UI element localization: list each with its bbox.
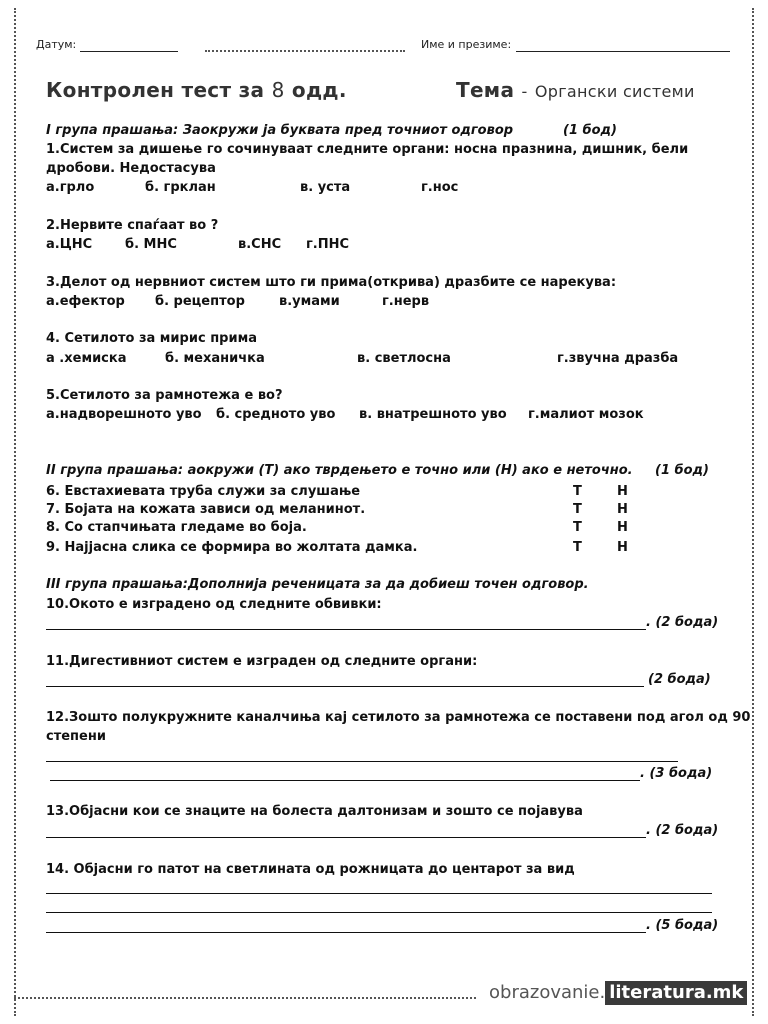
q12-answer-line-2[interactable] [50,780,640,781]
test-title [46,78,347,102]
q1-text: 1.Систем за дишење го сочинуваат следните органи: носна празнина, дишник, бели [46,142,689,157]
q3-option-b[interactable]: б. рецептор [155,294,245,309]
q3-text: 3.Делот од нервниот систем што ги прима(открива) дразбите се нарекува: [46,275,617,290]
logo-part-2: literatura.mk [605,981,747,1005]
grade-number: 8 [271,78,285,102]
q4-option-c[interactable]: в. светлосна [357,351,451,366]
q10-answer-line[interactable] [46,629,646,630]
statement-6: 6. Евстахиевата труба служи за слушање [46,484,361,499]
q2-option-c[interactable]: в.СНС [238,237,282,252]
q2-option-b[interactable]: б. МНС [125,237,177,252]
q4-option-b[interactable]: б. механичка [165,351,265,366]
bottom-dotted-line [14,997,476,999]
statement-8-true[interactable]: Т [573,520,582,535]
q12-text-cont: степени [46,729,106,744]
q12-answer-line-1[interactable] [46,761,678,762]
statement-7-true[interactable]: Т [573,502,582,517]
q14-points: . (5 бода) [646,918,719,933]
statement-8: 8. Со стапчињата гледаме во боја. [46,520,307,535]
q14-answer-line-3[interactable] [46,932,646,933]
q14-answer-line-1[interactable] [46,893,712,894]
q10-points: . (2 бода) [646,615,719,630]
q3-option-d[interactable]: г.нерв [382,294,430,309]
topic-value: Органски системи [534,82,695,101]
date-field[interactable] [80,51,178,52]
q5-option-c[interactable]: в. внатрешното уво [359,407,507,422]
q4-option-d[interactable]: г.звучна дразба [557,351,679,366]
logo-part-1: obrazovanie. [489,982,606,1003]
statement-7-false[interactable]: Н [617,502,628,517]
q11-points: (2 бода) [648,672,711,687]
group1-points: (1 бод) [563,123,617,138]
q11-answer-line[interactable] [46,686,644,687]
site-logo[interactable] [489,982,747,1003]
top-dotted-line [205,50,405,52]
group3-heading: III група прашања:Дополнија реченицата за да добиеш точен одговор. [46,577,589,592]
q1-option-a[interactable]: а.грло [46,180,95,195]
q13-answer-line[interactable] [46,837,646,838]
name-field[interactable] [516,51,730,52]
statement-9: 9. Најјасна слика се формира во жолтата дамка. [46,540,418,555]
q13-text: 13.Објасни кои се знаците на болеста далтонизам и зошто се појавува [46,804,583,819]
q5-option-a[interactable]: а.надворешното уво [46,407,202,422]
group2-heading: II група прашања: аокружи (Т) ако тврдењето е точно или (Н) ако е неточно. [46,463,633,478]
q4-text: 4. Сетилото за мирис прима [46,331,257,346]
grade-suffix: одд. [291,78,347,102]
q1-option-c[interactable]: в. уста [300,180,351,195]
q12-points: . (3 бода) [640,766,713,781]
q1-text-cont: дробови. Недостасува [46,161,216,176]
q1-option-b[interactable]: б. грклан [145,180,216,195]
q2-option-a[interactable]: а.ЦНС [46,237,93,252]
q12-text: 12.Зошто полукружните каналчиња кај сетилото за рамнотежа се поставени под агол од 90 [46,710,751,725]
q3-option-a[interactable]: а.ефектор [46,294,125,309]
statement-9-false[interactable]: Н [617,540,628,555]
test-label: Контролен тест за [46,78,265,102]
right-border [752,8,754,1016]
q3-option-c[interactable]: в.умами [279,294,340,309]
q5-option-d[interactable]: г.малиот мозок [528,407,644,422]
statement-8-false[interactable]: Н [617,520,628,535]
q14-text: 14. Објасни го патот на светлината од рожницата до центарот за вид [46,862,575,877]
name-label: Име и презиме: [421,38,512,51]
q14-answer-line-2[interactable] [46,912,712,913]
q2-text: 2.Нервите спаѓаат во ? [46,218,219,233]
statement-7: 7. Бојата на кожата зависи од меланинот. [46,502,366,517]
q5-text: 5.Сетилото за рамнотежа е во? [46,388,283,403]
left-border [14,8,16,1016]
q11-text: 11.Дигестивниот систем е изграден од следните органи: [46,654,478,669]
q10-text: 10.Окото е изградено од следните обвивки: [46,597,382,612]
group2-points: (1 бод) [655,463,709,478]
topic-label: Тема [456,78,515,102]
q5-option-b[interactable]: б. средното уво [216,407,336,422]
date-label: Датум: [36,38,77,51]
q1-option-d[interactable]: г.нос [421,180,459,195]
q13-points: . (2 бода) [646,823,719,838]
topic-title [456,78,695,102]
q4-option-a[interactable]: а .хемиска [46,351,127,366]
statement-6-false[interactable]: Н [617,484,628,499]
group1-heading: I група прашања: Заокружи ја буквата пред точниот одговор [46,123,514,138]
statement-9-true[interactable]: Т [573,540,582,555]
statement-6-true[interactable]: Т [573,484,582,499]
q2-option-d[interactable]: г.ПНС [306,237,350,252]
topic-separator: - [521,82,528,101]
